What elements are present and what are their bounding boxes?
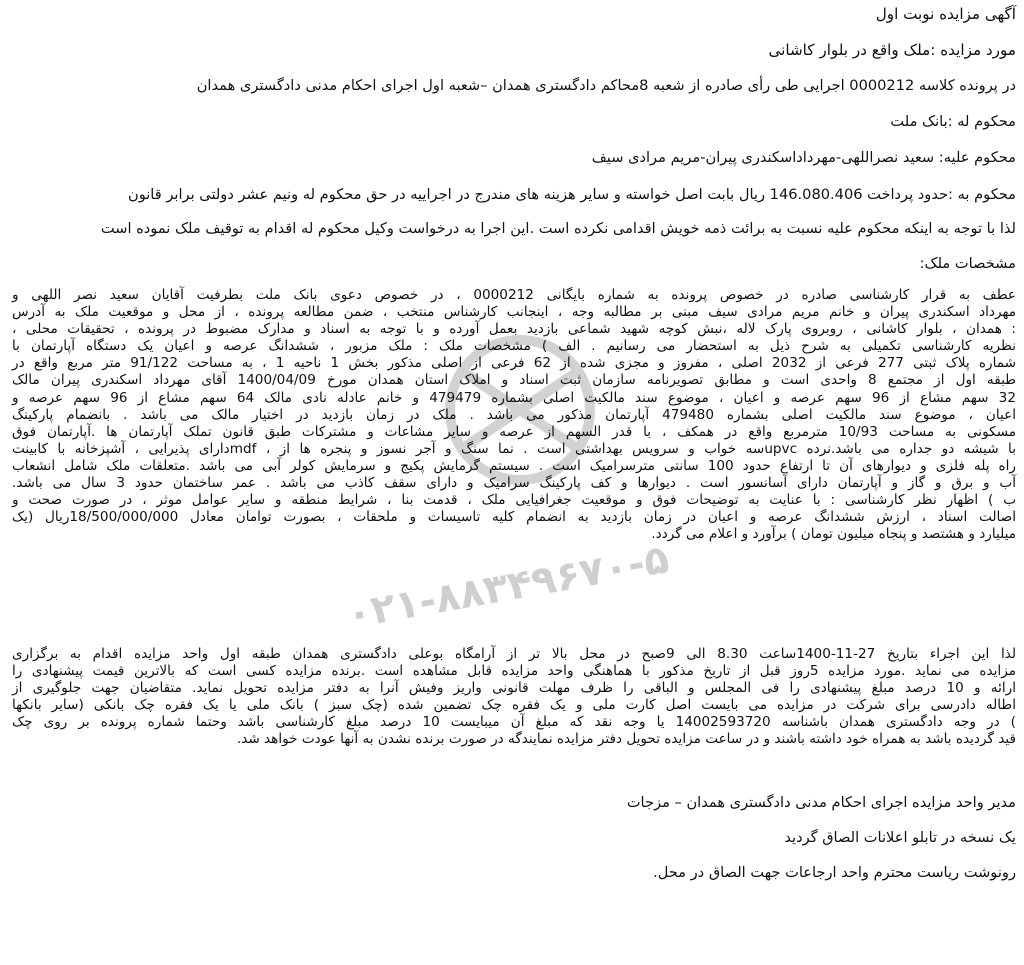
- specs-paragraph: [12, 287, 1016, 543]
- posting-note: یک نسخه در تابلو اعلانات الصاق گردید: [784, 829, 1016, 846]
- paragraph-line: ارائه و 10 درصد مبلغ پیشنهادی را فی المجلس و الباقی را ظرف مهلت قانونی واریز وفیش آنرا به دفتر مزایده تحویل نماید. متقاضیان جهت جلوگیری از: [12, 680, 1016, 697]
- paragraph-line: لذا این اجراء بتاریخ 27-11-1400ساعت 8.30 الی 9صبح در محل بالا تر از آرامگاه بوعلی دادگستری همدان طبقه اول واحد مزایده اقدام به برگزاری: [12, 646, 1017, 662]
- paragraph-line: مهرداد اسکندری پیران و خانم مریم مرادی سیف مبنی بر مطالبه وجه ، اینجانب کارشناس منتخب ، ضمن مطالعه پرونده ، از محل و موقعیت ملک به آدرس: [12, 304, 1016, 321]
- paragraph-line: عطف به قرار کارشناسی صادره در خصوص پرونده به شماره بایگانی 0000212 ، در خصوص دعوی بانک ملت بطرفیت آقایان سعید نصر اللهی و: [12, 287, 1017, 303]
- paragraph-line: اصالت اسناد ، ارزش ششدانگ عرصه و اعیان در زمان بازدید به انضمام کلیه تاسیسات و ملحقات ، بصورت توامان معادل 18/500/000/000ریال (یک: [12, 509, 1016, 526]
- creditor-line: محکوم له :بانک ملت: [890, 113, 1016, 130]
- watermark-number: ۰۲۱-۸۸۳۴۹۶۷۰-۵: [343, 536, 673, 639]
- paragraph-line: میلیارد و هشتصد و پنجاه میلیون تومان ) برآورد و اعلام می گردد.: [651, 526, 1016, 543]
- paragraph-line: با شیشه دو جداره می باشد.نرده upvcسه خواب و سرویس بهداشتی است . نما سنگ و آجر نسوز و پنجره ها از ، mdfدارای پذیرایی ، آشپزخانه با کابینت: [12, 440, 1016, 457]
- copy-note: رونوشت ریاست محترم واحد ارجاعات جهت الصاق در محل.: [653, 864, 1016, 881]
- debtors-line: محکوم علیه: سعید نصراللهی-مهرداداسکندری پیران-مریم مرادی سیف: [591, 149, 1016, 166]
- paragraph-line: ب ) اظهار نظر کارشناسی : با عنایت به توضیحات فوق و موقعیت جغرافیایی ملک ، قدمت بنا ، شرایط منطقه و سایر عوامل موثر ، در صورت صحت و: [12, 492, 1016, 509]
- paragraph-line: طبقه اول از مجتمع 8 واحدی است و مطابق تصویرنامه سازمان ثبت اسناد و املاک استان همدان مورخ 1400/04/09 آقای مهرداد اسکندری پیران مالک: [12, 372, 1016, 389]
- paragraph-line: آب و برق و گاز و آپارتمان دارای آسانسور است . دیوارها و کف پارکینگ سرامیک و دارای سقف کاذب می باشد . عمر ساختمان حدود 3 سال می باشد.: [12, 475, 1016, 492]
- auction-subject: مورد مزایده :ملک واقع در بلوار کاشانی: [768, 41, 1016, 59]
- paragraph-line: قید گردیده باشد به همراه خود داشته باشند و در ساعت مزایده تحویل دفتر مزایده نمایندگه در صورت برنده نشدن به آنها عودت خواهد شد.: [236, 731, 1016, 748]
- specs-title: مشخصات ملک:: [919, 255, 1016, 272]
- paragraph-line: اطاله دادرسی برای شرکت در مزایده می بایست اصل کارت ملی و یک فقره چک تضمین شده (چک سبز ) بانک ملی یا یک فقره چک بانکی (سایر بانکها: [12, 697, 1016, 714]
- notice-heading: آگهی مزایده نوبت اول: [875, 5, 1016, 23]
- paragraph-line: اعیان ، موضوع سند مالکیت اصلی بشماره 479480 آپارتمان مذکور می باشد . ملک در زمان بازدید در اختیار مالک می باشد . بانضمام پارکینگ: [12, 406, 1016, 423]
- judgment-line-1: محکوم به :حدود پرداخت 146.080.406 ریال بابت اصل خواسته و سایر هزینه های مندرج در اجراییه در حق محکوم له ونیم عشر دولتی برابر قانون: [127, 186, 1016, 203]
- signature-line: مدیر واحد مزایده اجرای احکام مدنی دادگستری همدان – مزجات: [626, 794, 1016, 811]
- paragraph-line: ) در وجه دادگستری همدان باشناسه 14002593720 یا وجه نقد که مبلغ آن میبایست 10 درصد مبلغ کارشناسی باشد وحتما شماره پرونده بر روی چک: [12, 714, 1016, 731]
- paragraph-line: مسکونی به مساحت 10/93 مترمربع واقع در همکف ، با قدر السهم از عرصه و سایر مشاعات و مشترکات طبق قانون تملک آپارتمان ها .آپارتمان فوق: [12, 423, 1017, 440]
- case-line: در پرونده کلاسه 0000212 اجرایی طی رأی صادره از شعبه 8محاکم دادگستری همدان –شعبه اول اجرای احکام مدنی دادگستری همدان: [196, 77, 1016, 94]
- auction-paragraph: [12, 646, 1016, 749]
- paragraph-line: راه پله فلزی و دیوارهای آن تا ارتفاع حدود 100 سانتی مترسرامیک است . سیستم گرمایش پکیج و سرمایش کولر آبی می باشد .متعلقات ملک شامل انشعاب: [12, 457, 1016, 474]
- paragraph-line: شماره پلاک ثبتی 277 فرعی از 2032 اصلی ، مفروز و مجزی شده از 62 فرعی از اصلی مذکور بخش 1 ناحیه 1 ، به مساحت 91/122 متر مربع واقع در: [12, 355, 1016, 372]
- paragraph-line: مزایده می نماید .مورد مزایده 5روز قبل از تاریخ مذکور با هماهنگی واحد مزایده قابل مشاهده است .برنده مزایده کسی است که بالاترین قیمت پیشنهادی را: [12, 663, 1016, 680]
- paragraph-line: 32 سهم مشاع از 96 سهم عرصه و اعیان ، موضوع سند مالکیت اصلی بشماره 479479 و خانم عادله نادی مالک 64 سهم مشاع از 96 سهم عرصه و: [12, 389, 1016, 406]
- judgment-line-2: لذا با توجه به اینکه محکوم علیه نسبت به برائت ذمه خویش اقدامی نکرده است .این اجرا به درخواست وکیل محکوم له اقدام به توقیف ملک نموده است: [100, 220, 1016, 237]
- paragraph-line: : همدان ، بلوار کاشانی ، روبروی پارک لاله ،نبش کوچه شهید شماعی بازدید بعمل آورده و با توجه به اسناد و مدارک مضبوط در پرونده ، تحقیقات محلی ،: [12, 321, 1016, 338]
- paragraph-line: نظریه کارشناسی تکمیلی به شرح ذیل به استحضار می رسانیم . الف ) مشخصات ملک : ملک مزبور ، ششدانگ عرصه و اعیان یک دستگاه آپارتمان با: [12, 338, 1016, 355]
